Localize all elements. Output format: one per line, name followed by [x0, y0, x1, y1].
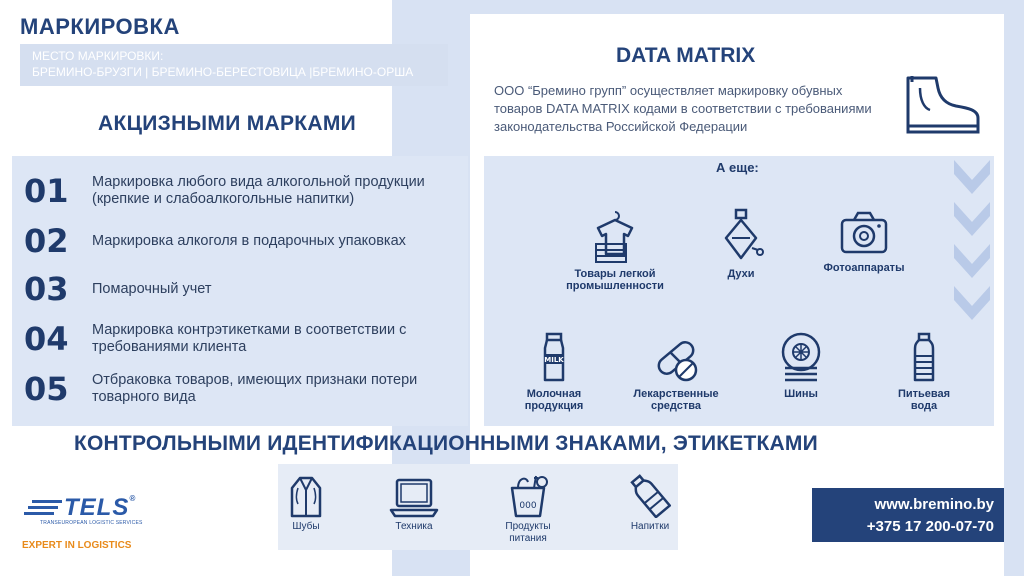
logo-subtitle: TRANSEUROPEAN LOGISTIC SERVICES — [40, 520, 143, 526]
list-item-number: 02 — [24, 222, 69, 260]
excise-list-panel — [12, 156, 468, 426]
list-item-number: 01 — [24, 172, 69, 210]
water-bottle-icon — [909, 332, 939, 384]
marking-place-value: БРЕМИНО-БРУЗГИ | БРЕМИНО-БЕРЕСТОВИЦА |БРЕМИНО-ОРША — [32, 65, 414, 79]
tels-logo — [20, 494, 160, 554]
product-label: Техника — [395, 521, 433, 532]
clothes-icon — [590, 208, 640, 264]
product-label: Напитки — [630, 521, 670, 532]
product-label: Духи — [727, 268, 755, 280]
list-item-text: Маркировка любого вида алкогольной продукции (крепкие и слабоалкогольные напитки) — [92, 174, 425, 207]
product-label: Лекарственные средства — [633, 388, 719, 412]
product-food — [496, 472, 560, 545]
website-link[interactable]: www.bremino.by — [874, 496, 994, 513]
also-title: А еще: — [716, 160, 759, 175]
product-medicines — [624, 332, 728, 412]
groceries-icon — [504, 472, 552, 518]
product-water — [884, 332, 964, 412]
svg-text:000: 000 — [519, 501, 537, 511]
logo-name: TELS® — [64, 494, 137, 521]
list-item — [24, 320, 472, 358]
contact-box — [812, 488, 1004, 542]
camera-icon — [838, 208, 890, 258]
product-electronics — [384, 476, 444, 533]
svg-text:MILK: MILK — [544, 356, 564, 364]
milk-icon — [537, 332, 571, 384]
drink-bottle-icon — [628, 474, 672, 518]
list-item-text: Помарочный учет — [92, 280, 212, 297]
product-label: Молочная продукция — [524, 388, 584, 412]
product-label: Шины — [784, 388, 818, 400]
product-perfume — [706, 208, 776, 280]
list-item-number: 04 — [24, 320, 69, 358]
list-item — [24, 370, 472, 408]
fur-coat-icon — [288, 474, 324, 518]
page-title: МАРКИРОВКА — [20, 14, 180, 39]
list-item-text: Отбраковка товаров, имеющих признаки потери товарного вида — [92, 372, 418, 405]
product-fur-coats — [282, 474, 330, 533]
product-label: Шубы — [292, 521, 320, 532]
marking-place-label: МЕСТО МАРКИРОВКИ: — [32, 49, 164, 63]
logo-tagline: EXPERT IN LOGISTICS — [22, 540, 132, 551]
datamatrix-title: DATA MATRIX — [616, 44, 756, 67]
control-products-panel — [278, 464, 678, 550]
perfume-icon — [716, 208, 766, 264]
product-label: Фотоаппараты — [823, 262, 905, 274]
control-signs-title: КОНТРОЛЬНЫМИ ИДЕНТИФИКАЦИОННЫМИ ЗНАКАМИ, ЭТИКЕТКАМИ — [74, 432, 818, 455]
list-item — [24, 270, 472, 308]
chevron-down-icon — [950, 156, 994, 328]
product-cameras — [814, 208, 914, 274]
laptop-icon — [389, 476, 439, 518]
product-tires — [766, 332, 836, 400]
marking-place-box — [20, 44, 448, 86]
product-label: Продукты питания — [505, 521, 551, 544]
product-milk — [514, 332, 594, 412]
boot-icon — [898, 74, 982, 136]
logo-stripes-icon — [24, 500, 64, 518]
list-item — [24, 172, 472, 210]
list-item-number: 05 — [24, 370, 69, 408]
list-item-text: Маркировка контрэтикетками в соответствии с требованиями клиента — [92, 322, 407, 355]
pills-icon — [650, 332, 702, 384]
product-drinks — [622, 474, 678, 533]
product-label: Товары легкой промышленности — [566, 268, 664, 292]
product-light-industry — [560, 208, 670, 292]
datamatrix-description: ООО “Бремино групп” осуществляет маркировку обувных товаров DATA MATRIX кодами в соответствии с требованиями законодательства Российской Федерации — [494, 83, 872, 134]
product-label: Питьевая вода — [897, 388, 951, 412]
tire-icon — [779, 332, 823, 384]
list-item — [24, 222, 472, 260]
excise-title: АКЦИЗНЫМИ МАРКАМИ — [98, 112, 357, 135]
list-item-number: 03 — [24, 270, 69, 308]
list-item-text: Маркировка алкоголя в подарочных упаковках — [92, 232, 406, 249]
phone-number[interactable]: +375 17 200-07-70 — [866, 518, 994, 535]
